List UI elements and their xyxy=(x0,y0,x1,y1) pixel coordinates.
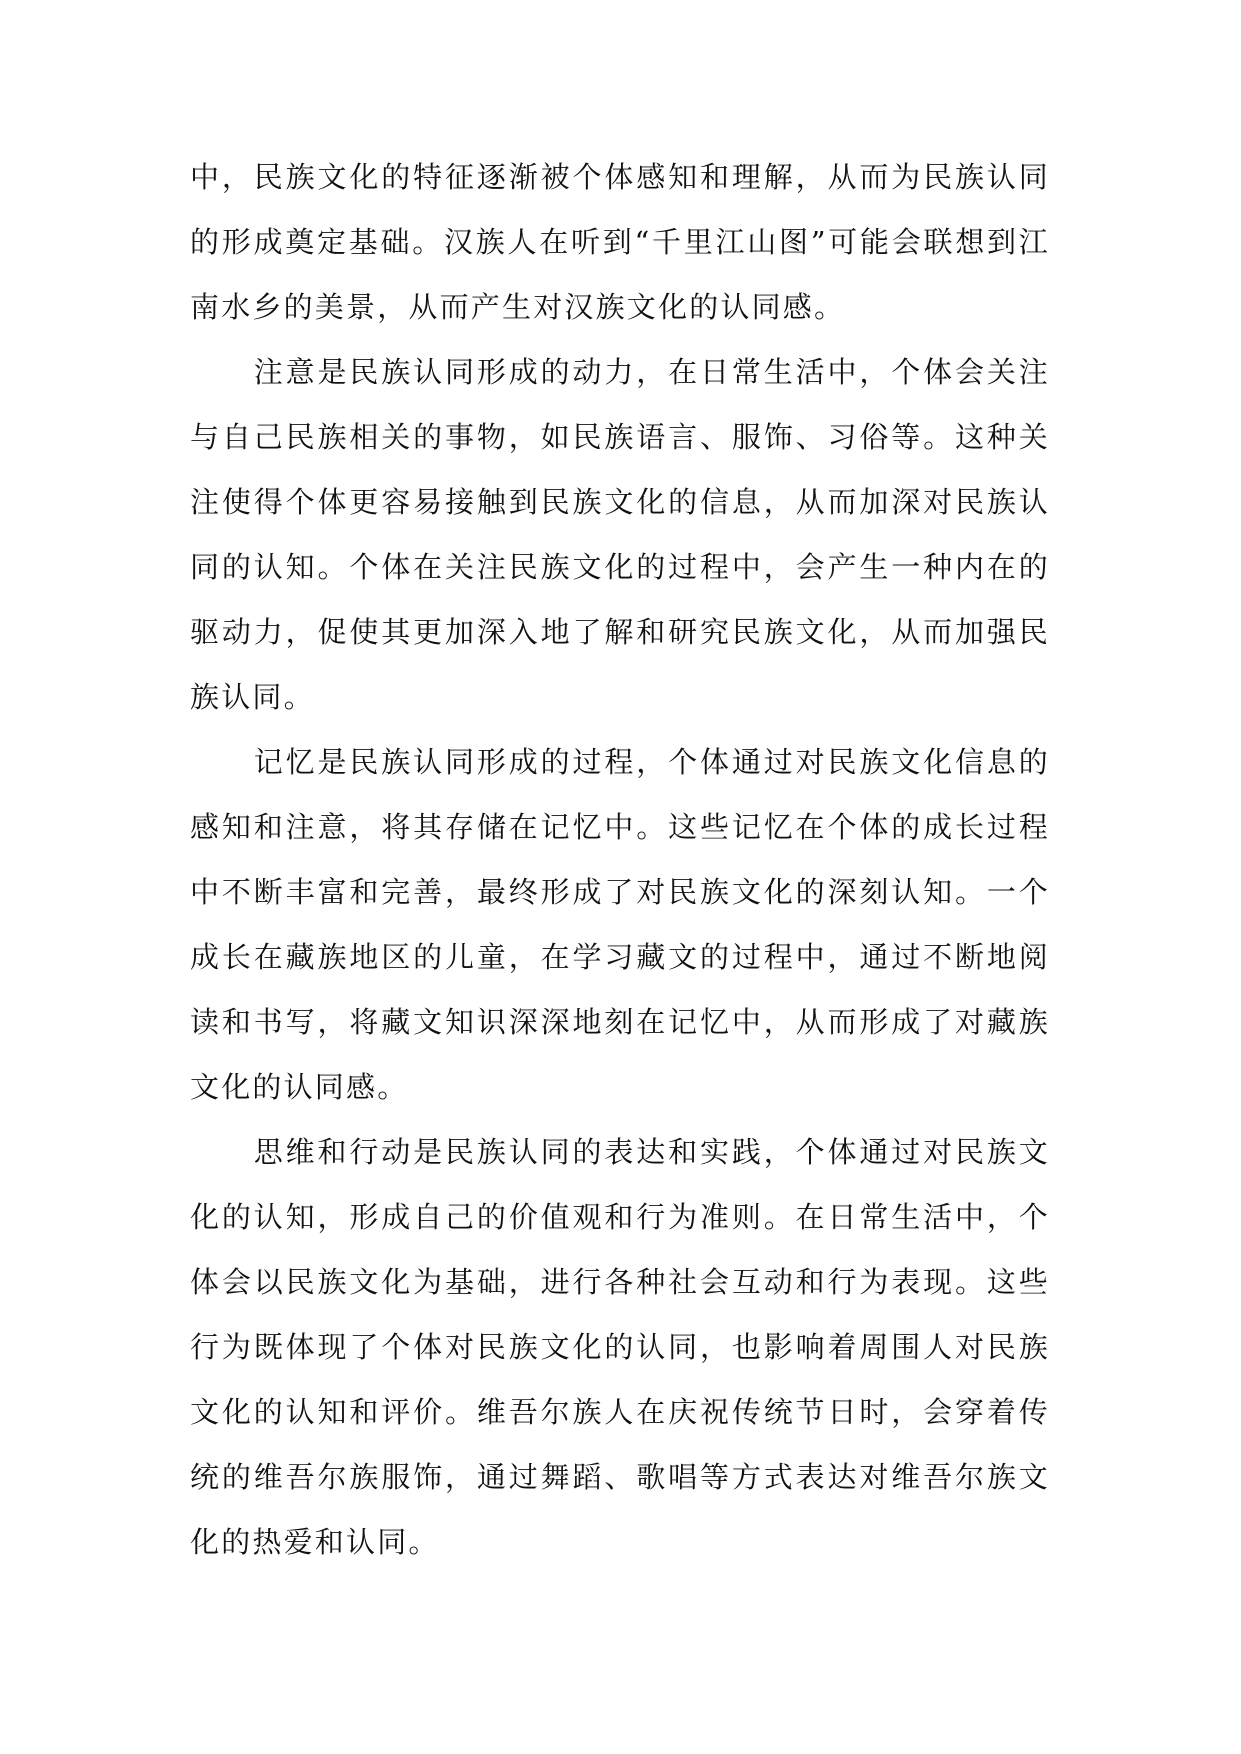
paragraph-continuation: 中，民族文化的特征逐渐被个体感知和理解，从而为民族认同的形成奠定基础。汉族人在听到“千里江山图”可能会联想到江南水乡的美景，从而产生对汉族文化的认同感。 xyxy=(190,160,1050,324)
paragraph-thinking-action: 思维和行动是民族认同的表达和实践，个体通过对民族文化的认知，形成自己的价值观和行为准则。在日常生活中，个体会以民族文化为基础，进行各种社会互动和行为表现。这些行为既体现了个体对民族文化的认同，也影响着周围人对民族文化的认知和评价。维吾尔族人在庆祝传统节日时，会穿着传统的维吾尔族服饰，通过舞蹈、歌唱等方式表达对维吾尔族文化的热爱和认同。 xyxy=(190,1135,1050,1559)
paragraph-memory: 记忆是民族认同形成的过程，个体通过对民族文化信息的感知和注意，将其存储在记忆中。这些记忆在个体的成长过程中不断丰富和完善，最终形成了对民族文化的深刻认知。一个成长在藏族地区的儿童，在学习藏文的过程中，通过不断地阅读和书写，将藏文知识深深地刻在记忆中，从而形成了对藏族文化的认同感。 xyxy=(190,745,1050,1104)
body-text xyxy=(190,145,1050,1575)
paragraph-attention: 注意是民族认同形成的动力，在日常生活中，个体会关注与自己民族相关的事物，如民族语言、服饰、习俗等。这种关注使得个体更容易接触到民族文化的信息，从而加深对民族认同的认知。个体在关注民族文化的过程中，会产生一种内在的驱动力，促使其更加深入地了解和研究民族文化，从而加强民族认同。 xyxy=(190,355,1050,714)
